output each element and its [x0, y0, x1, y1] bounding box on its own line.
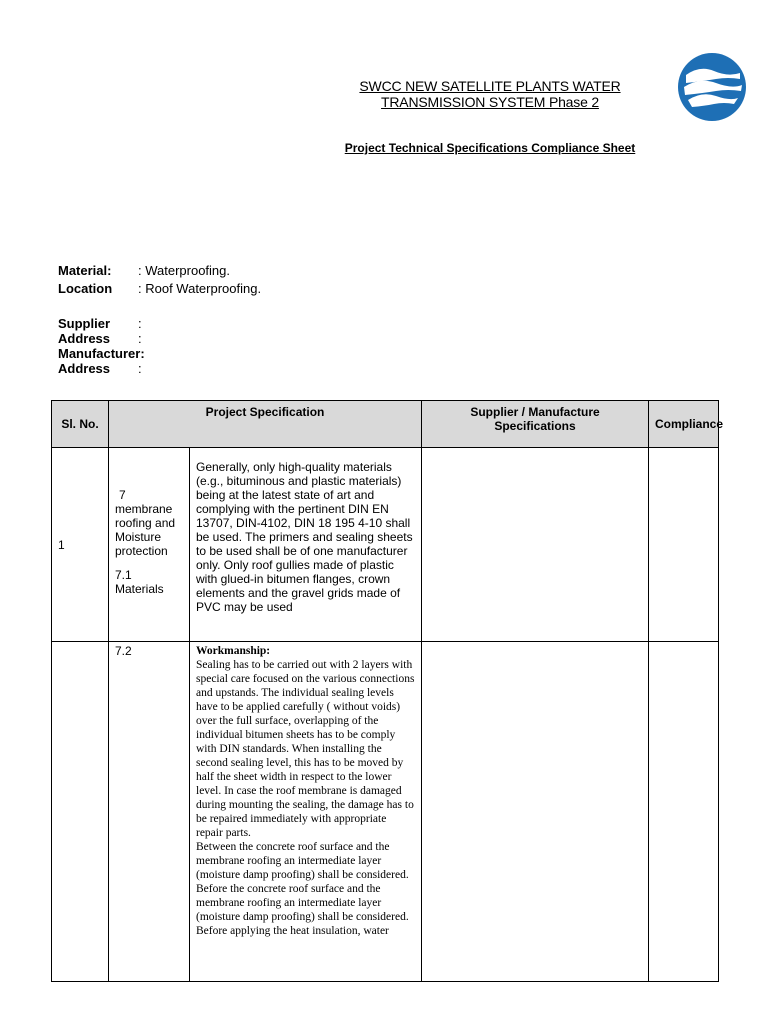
- supplier-value: :: [138, 316, 142, 331]
- clause-number: 7: [119, 488, 126, 502]
- header-sl-no: Sl. No.: [52, 401, 109, 448]
- header-project-spec: Project Specification: [109, 401, 422, 448]
- clause-title: membrane roofing and Moisture protection: [115, 502, 176, 558]
- address-field-1: [58, 331, 142, 346]
- title-line-2: TRANSMISSION SYSTEM Phase 2: [381, 94, 599, 110]
- company-logo: [676, 51, 748, 123]
- address-value-1: :: [138, 331, 142, 346]
- page-title: [300, 78, 680, 110]
- row-spec-text: [190, 642, 422, 982]
- subclause-number: 7.2: [115, 644, 132, 658]
- row-compliance[interactable]: [649, 642, 719, 982]
- row-sl-no: [52, 642, 109, 982]
- supplier-label: Supplier: [58, 316, 111, 331]
- workmanship-heading: Workmanship:: [196, 645, 271, 657]
- location-value: : Roof Waterproofing.: [138, 281, 262, 296]
- address-label-2: Address: [58, 361, 111, 376]
- header-supplier-spec: Supplier / Manufacture Specifications: [422, 401, 649, 448]
- table-row: [52, 642, 719, 982]
- material-label: Material:: [58, 263, 112, 278]
- address-value-2: :: [138, 361, 142, 376]
- title-line-1: SWCC NEW SATELLITE PLANTS WATER: [359, 78, 621, 94]
- sheet-subtitle: Project Technical Specifications Compliance Sheet: [344, 141, 636, 155]
- manufacturer-field: [58, 346, 145, 361]
- row-spec-text: Generally, only high-quality materials (e.g., bituminous and plastic materials) being at the latest state of art and complying with the pertinent DIN EN 13707, DIN-4102, DIN 18 195 4-10 shall be used. The primers and sealing sheets to be used shall be of one manufacturer only. Only roof gullies made of plastic with glued-in bitumen flanges, crown elements and the gravel grids made of PVC may be used: [190, 448, 422, 642]
- row-supplier-spec[interactable]: [422, 642, 649, 982]
- row-clause: [109, 642, 190, 982]
- table-header-row: [52, 401, 719, 448]
- header-compliance: Compliance: [649, 401, 719, 448]
- material-value: : Waterproofing.: [138, 263, 231, 278]
- spec-paragraph: Sealing has to be carried out with 2 layers with special care focused on the various connections and upstands. The individual sealing levels have to be applied carefully ( without voids) over the full surface, overlapping of the individual bitumen sheets has to be comply with DIN standards. When installing the second sealing level, this has to be moved by half the sheet width in respect to the lower level. In case the roof membrane is damaged during mounting the sealing, the damage has to be repaired immediately with appropriate repair parts.: [196, 659, 415, 839]
- subclause-title: Materials: [115, 582, 164, 596]
- row-supplier-spec[interactable]: [422, 448, 649, 642]
- address-label-1: Address: [58, 331, 111, 346]
- row-sl-no: 1: [52, 448, 109, 642]
- spec-paragraph: Before applying the heat insulation, water: [196, 925, 389, 937]
- row-clause: [109, 448, 190, 642]
- location-label: Location: [58, 281, 113, 296]
- material-field: [58, 263, 231, 278]
- address-field-2: [58, 361, 142, 376]
- spec-paragraph: Before the concrete roof surface and the membrane roofing an intermediate layer (moisture damp proofing) shall be considered.: [196, 883, 409, 923]
- spec-paragraph: Between the concrete roof surface and the membrane roofing an intermediate layer (moisture damp proofing) shall be considered.: [196, 841, 409, 881]
- manufacturer-label: Manufacturer:: [58, 346, 145, 361]
- table-row: [52, 448, 719, 642]
- compliance-table: [51, 400, 724, 982]
- supplier-field: [58, 316, 142, 331]
- subclause-number: 7.1: [115, 568, 132, 582]
- location-field: [58, 281, 262, 296]
- row-compliance[interactable]: [649, 448, 719, 642]
